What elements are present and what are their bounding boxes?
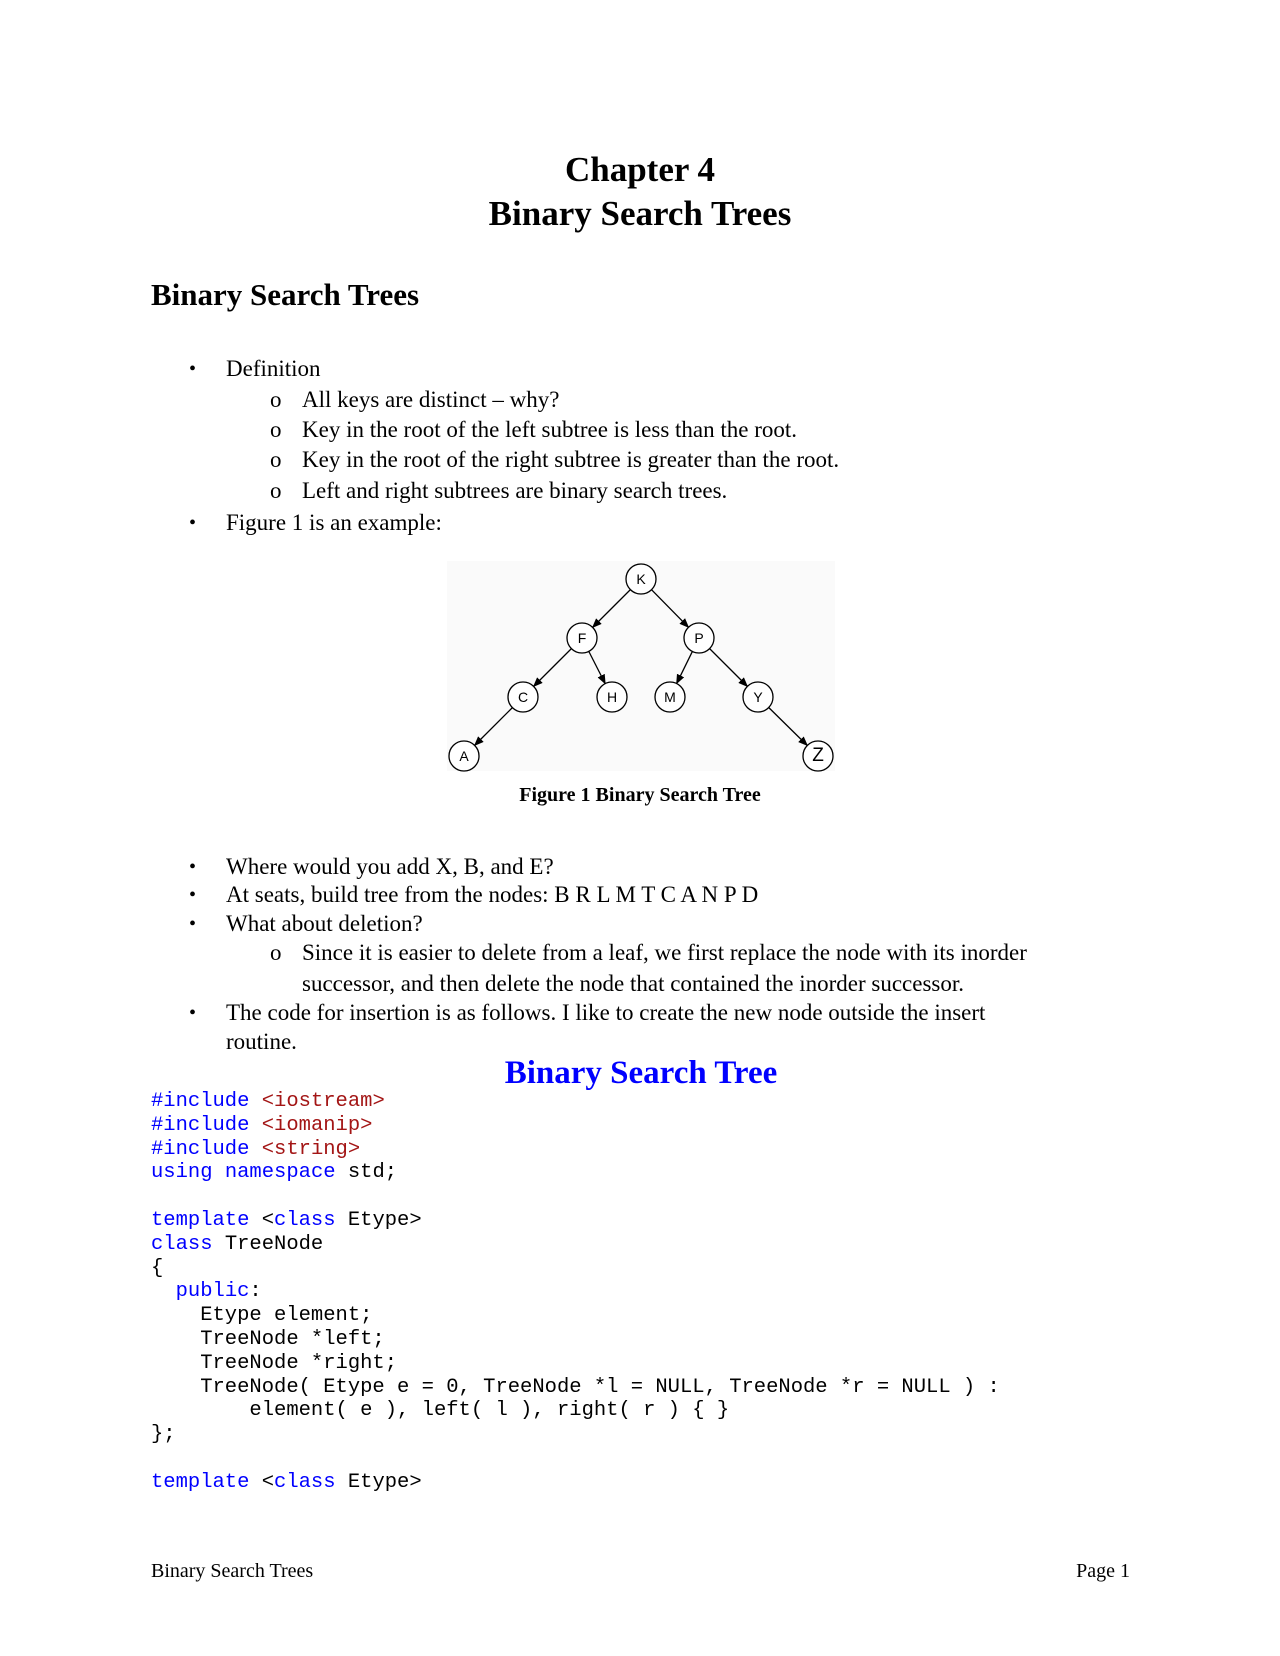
tree-node-P <box>684 623 714 653</box>
tree-node-K <box>626 564 656 594</box>
tree-node-label: C <box>517 689 529 705</box>
code-block <box>151 1090 1000 1495</box>
code-text: element( e ), left( l ), right( r ) { } <box>151 1399 730 1423</box>
code-heading: Binary Search Tree <box>504 1055 778 1091</box>
code-text: Etype> <box>335 1470 422 1494</box>
code-text <box>151 1280 176 1303</box>
bullet-icon: • <box>189 1002 197 1024</box>
code-keyword: #include <box>151 1113 250 1137</box>
tree-node-H <box>597 682 627 712</box>
code-line <box>151 1423 1000 1447</box>
chapter-title: Binary Search Trees <box>488 194 792 233</box>
code-text: TreeNode *left; <box>151 1327 385 1351</box>
tree-edge-K-P <box>652 590 689 628</box>
tree-node-label: Y <box>753 689 763 705</box>
code-text: < <box>249 1470 275 1494</box>
code-keyword: #include <box>151 1090 250 1113</box>
code-line <box>151 1185 1000 1209</box>
tree-node-A <box>449 741 479 771</box>
code-text: std; <box>335 1161 398 1185</box>
sub-bullet-icon: o <box>270 940 282 965</box>
code-line <box>151 1138 1000 1162</box>
code-text <box>213 1161 225 1184</box>
tree-node-label: A <box>459 748 469 764</box>
bullet-icon: • <box>189 856 197 878</box>
code-text <box>249 1090 261 1113</box>
code-line <box>151 1376 1000 1400</box>
tree-edge-P-M <box>677 651 693 683</box>
tree-edge-P-Y <box>710 649 748 687</box>
code-keyword: #include <box>151 1137 250 1161</box>
code-line <box>151 1161 1000 1185</box>
code-text <box>249 1114 261 1137</box>
code-string: <string> <box>261 1137 361 1161</box>
tree-node-Z <box>803 741 833 771</box>
tree-edge-C-A <box>475 708 513 746</box>
code-text: }; <box>151 1423 176 1447</box>
code-text: Etype element; <box>151 1304 373 1328</box>
code-line <box>151 1399 1000 1423</box>
code-text: Etype> <box>335 1208 422 1232</box>
code-text: < <box>249 1208 275 1232</box>
bullet-icon: • <box>189 358 197 380</box>
tree-node-label: F <box>577 630 587 646</box>
tree-edge-K-F <box>593 590 631 628</box>
code-text: { <box>151 1256 164 1280</box>
tree-node-C <box>508 682 538 712</box>
code-text: : <box>249 1280 262 1304</box>
code-string: <iomanip> <box>261 1113 373 1137</box>
page-number: Page 1 <box>1076 1560 1130 1582</box>
tree-node-label: K <box>636 571 646 587</box>
chapter-number: Chapter 4 <box>564 150 716 189</box>
footer-title: Binary Search Trees <box>151 1560 314 1582</box>
tree-node-label: Z <box>812 745 824 766</box>
list-item-text: Definition <box>226 356 321 381</box>
code-keyword: template <box>151 1208 250 1232</box>
code-text <box>249 1138 261 1161</box>
code-line <box>151 1280 1000 1304</box>
code-line <box>151 1352 1000 1376</box>
code-line <box>151 1471 1000 1495</box>
bullet-icon: • <box>189 512 197 534</box>
code-line <box>151 1328 1000 1352</box>
list-item-text: The code for insertion is as follows. I like to create the new node outside the insert <box>226 1000 986 1025</box>
code-line <box>151 1090 1000 1114</box>
list-item-text: Since it is easier to delete from a leaf, we first replace the node with its inorder <box>302 940 1027 965</box>
list-item-text: routine. <box>226 1029 297 1054</box>
list-item-text: Key in the root of the left subtree is less than the root. <box>302 417 798 442</box>
list-item-text: All keys are distinct – why? <box>302 387 560 412</box>
list-item-text: What about deletion? <box>226 911 423 936</box>
code-keyword: template <box>151 1470 250 1494</box>
list-item-text: successor, and then delete the node that contained the inorder successor. <box>302 971 965 996</box>
tree-node-Y <box>743 682 773 712</box>
tree-edge-F-C <box>534 649 572 687</box>
code-line <box>151 1304 1000 1328</box>
binary-search-tree-figure <box>0 0 1280 800</box>
list-item-text: Key in the root of the right subtree is greater than the root. <box>302 447 840 472</box>
code-line <box>151 1114 1000 1138</box>
code-keyword: using <box>151 1161 213 1185</box>
tree-node-F <box>567 623 597 653</box>
code-line <box>151 1233 1000 1257</box>
code-keyword: class <box>274 1208 336 1232</box>
code-text: TreeNode( Etype e = 0, TreeNode *l = NULL, TreeNode *r = NULL ) : <box>151 1375 1000 1399</box>
code-keyword: class <box>274 1470 336 1494</box>
list-item-text: Left and right subtrees are binary search trees. <box>302 478 728 503</box>
section-heading: Binary Search Trees <box>151 277 420 312</box>
code-text: TreeNode *right; <box>151 1351 398 1375</box>
tree-node-label: H <box>606 689 618 705</box>
code-keyword: public <box>175 1280 250 1304</box>
figure-caption: Figure 1 Binary Search Tree <box>519 784 761 806</box>
code-line <box>151 1209 1000 1233</box>
list-item-text: Where would you add X, B, and E? <box>226 854 554 879</box>
sub-bullet-icon: o <box>270 478 282 503</box>
tree-node-M <box>655 682 685 712</box>
tree-node-label: P <box>694 630 704 646</box>
sub-bullet-icon: o <box>270 417 282 442</box>
bullet-icon: • <box>189 913 197 935</box>
tree-edge-F-H <box>589 651 605 683</box>
code-string: <iostream> <box>261 1090 385 1113</box>
bullet-icon: • <box>189 884 197 906</box>
sub-bullet-icon: o <box>270 387 282 412</box>
code-line <box>151 1257 1000 1281</box>
tree-edge-Y-Z <box>769 708 808 746</box>
code-line <box>151 1447 1000 1471</box>
sub-bullet-icon: o <box>270 447 282 472</box>
code-keyword: class <box>151 1232 213 1256</box>
list-item-text: Figure 1 is an example: <box>226 510 442 535</box>
code-text: TreeNode <box>212 1232 324 1256</box>
list-item-text: At seats, build tree from the nodes: B R L M T C A N P D <box>226 882 759 907</box>
tree-node-label: M <box>664 689 676 705</box>
code-keyword: namespace <box>224 1161 336 1185</box>
